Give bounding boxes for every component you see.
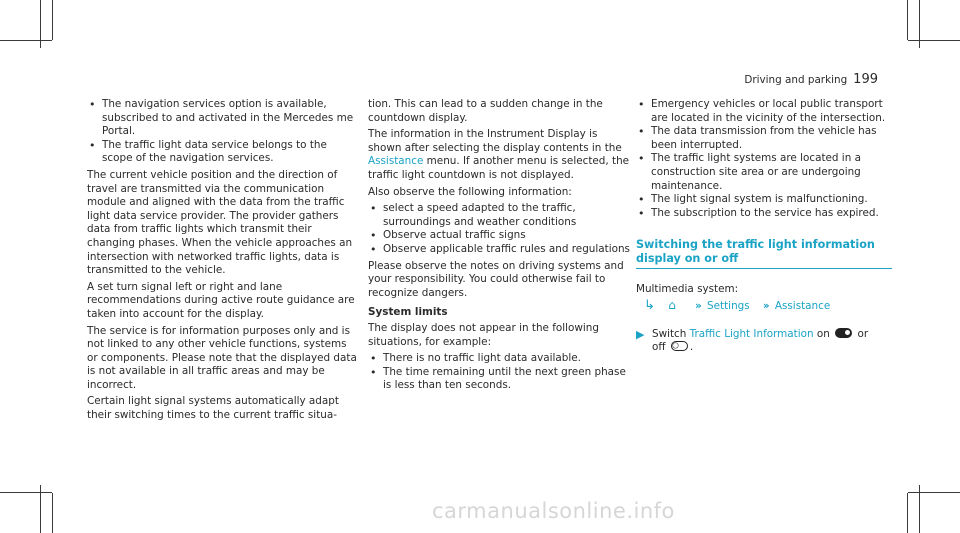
- paragraph: The current vehicle position and the direction of travel are transmitted via the communication module and aligned with the data from the traffic light data service provider. The provider gathers data from traffic lights which transmit their changing phases. When the vehicle approaches an intersection with networked traffic lights, data is transmitted to the vehicle.: [87, 168, 353, 277]
- paragraph: The service is for information purposes only and is not linked to any other vehicle functions, systems or components. Please note that the displayed data is not available in all traffic areas and may be incorrect.: [87, 324, 357, 391]
- section-title: Switching the traffic light information display on or off: [636, 238, 892, 269]
- section-name: Driving and parking: [744, 74, 848, 86]
- limits-list: [368, 352, 632, 393]
- list-item: • The traffic light data service belongs to the scope of the navigation services.: [87, 139, 357, 166]
- settings-menu-item: Settings: [707, 299, 750, 312]
- paragraph: Please observe the notes on driving systems and your responsibility. You could otherwise fail to recognize dangers.: [368, 259, 624, 299]
- crop-mark: [0, 492, 52, 493]
- list-item: • The subscription to the service has expired.: [636, 207, 892, 221]
- system-limits-heading: System limits: [368, 306, 448, 319]
- assistance-menu-link: Assistance: [368, 155, 424, 168]
- list-item: • Emergency vehicles or local public transport are located in the vicinity of the intersection.: [636, 98, 892, 125]
- page-number: 199: [853, 72, 878, 87]
- step-text: off: [652, 341, 666, 354]
- system-label: Multimedia system:: [636, 283, 739, 296]
- crop-mark: [0, 40, 52, 41]
- paragraph-text: menu. If another menu is selected, the traffic light countdown is not displayed.: [368, 155, 630, 181]
- crop-mark: [907, 493, 908, 533]
- assistance-menu-item: Assistance: [774, 299, 831, 312]
- column-right: [636, 98, 892, 358]
- paragraph: [368, 128, 632, 182]
- paragraph: The display does not appear in the following situations, for example:: [368, 321, 599, 348]
- step-text: .: [689, 341, 694, 354]
- menu-path: [636, 299, 892, 314]
- paragraph-text: The information in the Instrument Display is shown after selecting the display contents in the: [368, 128, 622, 154]
- path-arrow-icon: ↳: [644, 297, 655, 313]
- crop-mark: [52, 0, 53, 40]
- crop-mark: [907, 0, 908, 40]
- instruction-step: [636, 328, 892, 355]
- step-text: or: [857, 327, 869, 340]
- traffic-light-information-option: Traffic Light Information: [689, 327, 814, 340]
- list-item: • The navigation services option is available, subscribed to and activated in the Mercedes me Portal.: [87, 98, 357, 139]
- step-arrow-icon: ▶: [636, 327, 645, 341]
- watermark: carmanualsonline.info: [432, 499, 675, 523]
- requirements-list: [87, 98, 357, 166]
- information-list: [368, 202, 632, 256]
- list-item: • select a speed adapted to the traffic, surroundings and weather conditions: [368, 202, 632, 229]
- list-item: • Observe applicable traffic rules and regulations: [368, 243, 632, 257]
- home-icon: ⌂: [668, 297, 676, 312]
- paragraph: Certain light signal systems automatically adapt their switching times to the current traffic situa-: [87, 395, 339, 422]
- toggle-off-icon: [671, 341, 688, 351]
- step-text: on: [816, 327, 830, 340]
- paragraph: Also observe the following information:: [368, 185, 572, 198]
- crop-mark: [908, 40, 960, 41]
- list-item: • The time remaining until the next green phase is less than ten seconds.: [368, 366, 632, 393]
- crop-mark: [908, 492, 960, 493]
- paragraph: tion. This can lead to a sudden change in the countdown display.: [368, 98, 603, 124]
- paragraph: A set turn signal left or right and lane recommendations during active route guidance are taken into account for the display.: [87, 280, 355, 320]
- double-chevron-icon: ››: [762, 299, 768, 312]
- list-item: • The traffic light systems are located in a construction site area or are undergoing maintenance.: [636, 152, 892, 193]
- double-chevron-icon: ››: [695, 299, 700, 312]
- column-middle: [368, 98, 632, 396]
- step-text: Switch: [652, 327, 687, 340]
- crop-mark: [52, 493, 53, 533]
- list-item: • The light signal system is malfunctioning.: [636, 193, 892, 207]
- list-item: • The data transmission from the vehicle has been interrupted.: [636, 125, 892, 152]
- page-header: [744, 73, 878, 88]
- toggle-on-icon: [835, 328, 852, 338]
- limits-list-continued: [636, 98, 892, 220]
- list-item: • Observe actual traffic signs: [368, 229, 632, 243]
- column-left: [87, 98, 357, 426]
- list-item: • There is no traffic light data available.: [368, 352, 632, 366]
